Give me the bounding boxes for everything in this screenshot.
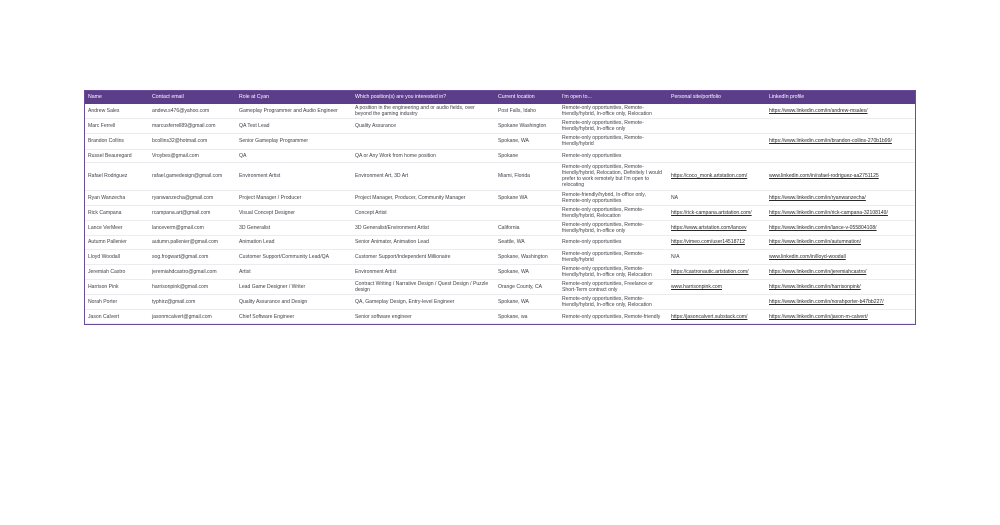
cell-linkedin-link[interactable]: [766, 119, 915, 134]
cell-email: marcusferrell89@gmail.com: [149, 119, 236, 134]
table-row: [85, 134, 915, 149]
cell-portfolio-link[interactable]: https://coco_monk.artstation.com/: [668, 163, 766, 190]
cell-location: Orange County, CA: [495, 280, 559, 295]
cell-portfolio: [668, 149, 766, 163]
cell-location: Spokane Washington: [495, 119, 559, 134]
cell-location: Spokane WA: [495, 190, 559, 205]
cell-open-to: Remote-only opportunities, Remote-friendly: [559, 310, 668, 324]
cell-position: Project Manager, Producer, Community Manager: [352, 190, 495, 205]
cell-portfolio: [668, 104, 766, 119]
table-row: [85, 264, 915, 279]
cell-email: bcollins32@hotmail.com: [149, 134, 236, 149]
cell-position: QA or Any Work from home position: [352, 149, 495, 163]
cell-position: QA, Gameplay Design, Entry-level Engineer: [352, 295, 495, 310]
cell-role: Artist: [236, 264, 352, 279]
cell-open-to: Remote-only opportunities, Remote-friendly/hybrid, In-office only, Relocation: [559, 264, 668, 279]
cell-portfolio-link[interactable]: https://vimeo.com/user14518712: [668, 236, 766, 250]
cell-position: Environment Artist: [352, 264, 495, 279]
column-header-position[interactable]: Which position(s) are you interested in?: [355, 94, 447, 100]
cell-open-to: Remote-only opportunities, Remote-friendly/hybrid, In-office only: [559, 119, 668, 134]
cell-position: Senior Animator, Animation Lead: [352, 236, 495, 250]
cell-portfolio: [668, 119, 766, 134]
cell-position: Concept Artist: [352, 205, 495, 220]
cell-linkedin-link[interactable]: https://www.linkedin.com/in/autumnation/: [766, 236, 915, 250]
column-header-role[interactable]: Role at Cyan: [239, 94, 269, 100]
cell-name: Brandon Collins: [85, 134, 149, 149]
cell-name: Norah Porter: [85, 295, 149, 310]
cell-name: Lance VerMeer: [85, 220, 149, 235]
cell-linkedin-link[interactable]: https://www.linkedin.com/in/jason-m-calvert/: [766, 310, 915, 324]
cell-role: 3D Generalist: [236, 220, 352, 235]
cell-open-to: Remote-only opportunities, Freelance or Short-Term contract only: [559, 280, 668, 295]
cell-email: ryanwanzecha@gmail.com: [149, 190, 236, 205]
cell-email: rcampana.art@gmail.com: [149, 205, 236, 220]
cell-role: Environment Artist: [236, 163, 352, 190]
cell-location: Spokane: [495, 149, 559, 163]
cell-location: [495, 205, 559, 220]
cell-email: jeremiahdcastro@gmail.com: [149, 264, 236, 279]
cell-linkedin-link[interactable]: https://www.linkedin.com/in/harrisonpink/: [766, 280, 915, 295]
cell-name: Lloyd Woodall: [85, 249, 149, 264]
cell-open-to: Remote-only opportunities, Remote-friendly/hybrid, Relocation, Definitely I would prefer to work remotely but I'm open to relocating: [559, 163, 668, 190]
column-header-open-to[interactable]: I'm open to...: [562, 94, 592, 100]
cell-linkedin-link[interactable]: www.linkedin.com/in/rafael-rodriguez-aa2751125: [766, 163, 915, 190]
cell-linkedin-link[interactable]: https://www.linkedin.com/in/brandon-collins-270b1b99/: [766, 134, 915, 149]
column-header-name[interactable]: Name: [88, 94, 102, 100]
cell-linkedin-link[interactable]: https://www.linkedin.com/in/ryanwanzecha/: [766, 190, 915, 205]
cell-location: Post Falls, Idaho: [495, 104, 559, 119]
table-row: [85, 149, 915, 163]
table-row: [85, 190, 915, 205]
cell-portfolio-link[interactable]: https://castronautic.artstation.com/: [668, 264, 766, 279]
cell-position: 3D Generalist/Environment Artist: [352, 220, 495, 235]
cell-role: Chief Software Engineer: [236, 310, 352, 324]
table-row: [85, 104, 915, 119]
cell-email: typhirz@gmail.com: [149, 295, 236, 310]
cell-role: Project Manager / Producer: [236, 190, 352, 205]
cell-name: Jason Calvert: [85, 310, 149, 324]
cell-location: Miami, Florida: [495, 163, 559, 190]
table-row: [85, 220, 915, 235]
cell-open-to: Remote-friendly/hybrid, In-office only, Remote-only opportunities: [559, 190, 668, 205]
cell-name: Rick Campana: [85, 205, 149, 220]
cell-open-to: Remote-only opportunities: [559, 149, 668, 163]
cell-portfolio: [668, 134, 766, 149]
table-row: [85, 236, 915, 250]
column-header-location[interactable]: Current location: [498, 94, 535, 100]
column-header-portfolio[interactable]: Personal site/portfolio: [671, 94, 721, 100]
cell-role: Visual Concept Designer: [236, 205, 352, 220]
cell-location: Seattle, WA: [495, 236, 559, 250]
column-header-linkedin[interactable]: LinkedIn profile: [769, 94, 805, 100]
cell-portfolio: NA: [668, 190, 766, 205]
cell-name: Rafael Rodriguez: [85, 163, 149, 190]
table-row: [85, 205, 915, 220]
column-header-email[interactable]: Contact email: [152, 94, 184, 100]
candidates-table-container: [84, 90, 916, 325]
table-row: [85, 295, 915, 310]
table-row: [85, 310, 915, 324]
cell-name: Russel Beauregard: [85, 149, 149, 163]
cell-position: Customer Support/Independent Millionaire: [352, 249, 495, 264]
cell-portfolio: N/A: [668, 249, 766, 264]
cell-linkedin-link[interactable]: www.linkedin.com/in/lloyd-woodall: [766, 249, 915, 264]
cell-open-to: Remote-only opportunities, Remote-friendly/hybrid, In-office only: [559, 220, 668, 235]
cell-name: Jeremiah Castro: [85, 264, 149, 279]
cell-location: Spokane, WA: [495, 295, 559, 310]
cell-position: Environment Art, 3D Art: [352, 163, 495, 190]
cell-role: QA Test Lead: [236, 119, 352, 134]
cell-portfolio-link[interactable]: https://jasoncalvert.substack.com/: [668, 310, 766, 324]
cell-portfolio-link[interactable]: https://www.artstation.com/lancev: [668, 220, 766, 235]
cell-open-to: Remote-only opportunities: [559, 236, 668, 250]
cell-location: Spokane, WA: [495, 264, 559, 279]
cell-portfolio-link[interactable]: https://rick-campana.artstation.com/: [668, 205, 766, 220]
cell-open-to: Remote-only opportunities, Remote-friendly/hybrid: [559, 249, 668, 264]
cell-name: Autumn Pallenier: [85, 236, 149, 250]
cell-email: andew.s476@yahoo.com: [149, 104, 236, 119]
cell-name: Ryan Wanzecha: [85, 190, 149, 205]
cell-role: Lead Game Designer / Writer: [236, 280, 352, 295]
cell-email: sog.frogwart@gmail.com: [149, 249, 236, 264]
table-row: [85, 249, 915, 264]
cell-position: Quality Assurance: [352, 119, 495, 134]
cell-location: Spokane, Washington: [495, 249, 559, 264]
cell-linkedin-link[interactable]: https://www.linkedin.com/in/andrew-msales/: [766, 104, 915, 119]
cell-position: Senior software engineer: [352, 310, 495, 324]
cell-position: A position in the engineering and or audio fields, over beyond the gaming industry: [352, 104, 495, 119]
cell-linkedin-link[interactable]: https://www.linkedin.com/in/lance-v-055804108/: [766, 220, 915, 235]
cell-location: Spokane, wa: [495, 310, 559, 324]
cell-role: Gameplay Programmer and Audio Engineer: [236, 104, 352, 119]
cell-email: lanceverm@gmail.com: [149, 220, 236, 235]
cell-role: Senior Gameplay Programmer: [236, 134, 352, 149]
cell-open-to: Remote-only opportunities, Remote-friendly/hybrid, In-office only, Relocation: [559, 104, 668, 119]
cell-name: Andrew Sales: [85, 104, 149, 119]
cell-location: California: [495, 220, 559, 235]
candidates-table: [85, 91, 915, 324]
table-row: [85, 119, 915, 134]
cell-linkedin-link[interactable]: https://www.linkedin.com/in/norahporter-b47bb227/: [766, 295, 915, 310]
cell-email: Vroybes@gmail.com: [149, 149, 236, 163]
cell-role: Customer Support/Community Lead/QA: [236, 249, 352, 264]
cell-name: Marc Ferrell: [85, 119, 149, 134]
cell-role: Quality Assurance and Design: [236, 295, 352, 310]
header-row: [85, 91, 915, 104]
cell-email: harrisonpink@gmail.com: [149, 280, 236, 295]
cell-role: QA: [236, 149, 352, 163]
cell-location: Spokane, WA: [495, 134, 559, 149]
cell-linkedin-link[interactable]: https://www.linkedin.com/in/rick-campana-32108149/: [766, 205, 915, 220]
cell-open-to: Remote-only opportunities, Remote-friendly/hybrid, Relocation: [559, 205, 668, 220]
table-row: [85, 163, 915, 190]
cell-role: Animation Lead: [236, 236, 352, 250]
cell-email: jasonmcalvert@gmail.com: [149, 310, 236, 324]
cell-portfolio-link[interactable]: www.harrisonpink.com: [668, 280, 766, 295]
cell-portfolio: [668, 295, 766, 310]
cell-name: Harrison Pink: [85, 280, 149, 295]
cell-linkedin-link[interactable]: https://www.linkedin.com/in/jeremiahcastro/: [766, 264, 915, 279]
cell-email: rafael.gamedesign@gmail.com: [149, 163, 236, 190]
cell-open-to: Remote-only opportunities, Remote-friendly/hybrid: [559, 134, 668, 149]
table-row: [85, 280, 915, 295]
cell-position: Contract Writing / Narrative Design / Quest Design / Puzzle design: [352, 280, 495, 295]
cell-position: [352, 134, 495, 149]
cell-email: autumn.pallenier@gmail.com: [149, 236, 236, 250]
cell-open-to: Remote-only opportunities, Remote-friendly/hybrid, In-office only, Relocation: [559, 295, 668, 310]
cell-linkedin-link[interactable]: [766, 149, 915, 163]
